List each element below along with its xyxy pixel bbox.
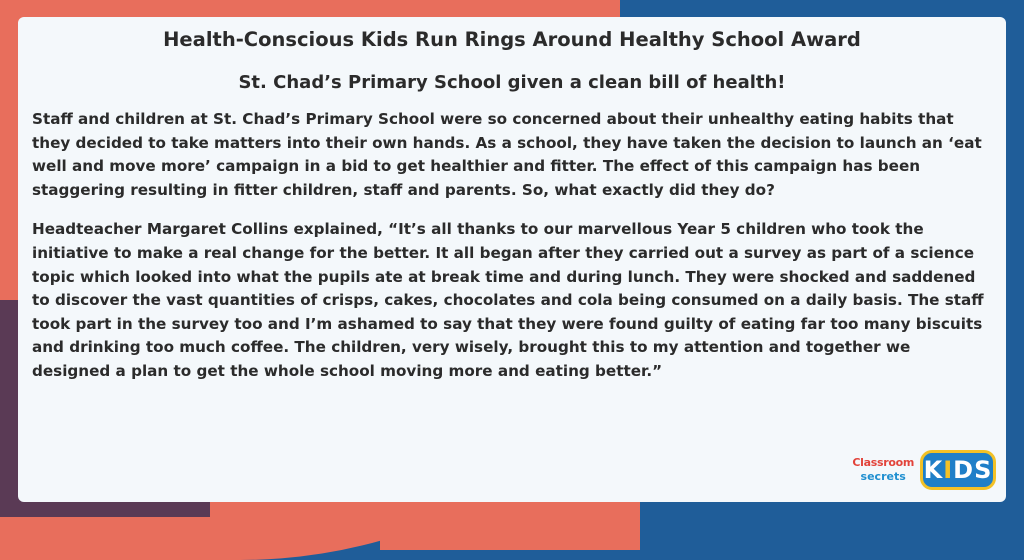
logos [852,450,996,490]
kids-logo-letter: I [943,456,954,484]
kids-logo [920,450,996,490]
kids-logo-letter: D [953,456,975,484]
kids-logo-letter: K [923,456,944,484]
article-title: Health-Conscious Kids Run Rings Around Healthy School Award [163,28,861,51]
classroom-secrets-logo-line2: secrets [860,470,906,483]
article-paragraph-2: Headteacher Margaret Collins explained, “It’s all thanks to our marvellous Year 5 children who took the initiative to make a real change for the better. It all began after they carried out a survey as part of a science topic which looked into what the pupils ate at break time and during lunch. They were shocked and saddened to discover the vast quantities of crisps, cakes, chocolates and cola being consumed on a daily basis. The staff took part in the survey too and I’m ashamed to say that they were found guilty of eating far too many biscuits and drinking too much coffee. The children, very wisely, brought this to my attention and together we designed a plan to get the whole school moving more and eating better.” [32,220,984,380]
article-paragraph-1: Staff and children at St. Chad’s Primary School were so concerned about their unhealthy eating habits that they decided to take matters into their own hands. As a school, they have taken the decision to launch an ‘eat well and move more’ campaign in a bid to get healthier and fitter. The effect of this campaign has been staggering resulting in fitter children, staff and parents. So, what exactly did they do? [32,110,982,199]
classroom-secrets-logo [852,456,914,484]
kids-logo-letter: S [974,456,993,484]
article-card [18,17,1006,502]
classroom-secrets-logo-line1: Classroom [852,456,914,469]
article-subtitle: St. Chad’s Primary School given a clean bill of health! [238,72,786,93]
